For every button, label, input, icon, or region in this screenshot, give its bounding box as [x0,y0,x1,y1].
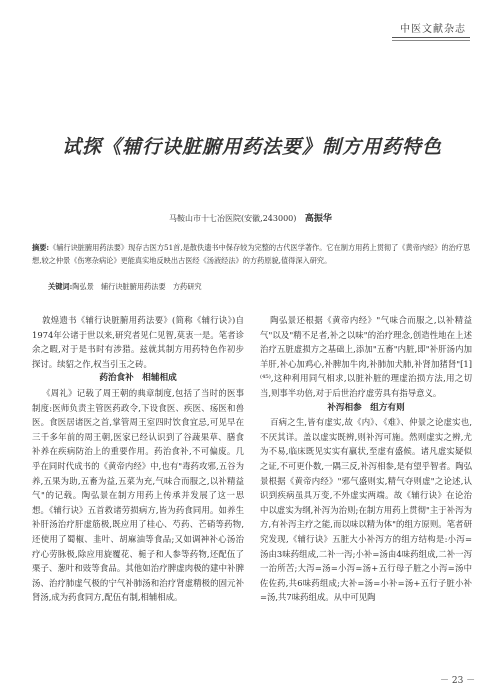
abstract-text: 《辅行诀脏腑用药法要》现存古医方51首,是散佚遗书中保存较为完整的古代医学著作。它在制方用药上贯彻了《黄帝内经》的治疗思想,较之仲景《伤寒杂病论》更能真实地反映出古医经《汤液经法》的方药原貌,值得深入研究。 [32,243,471,265]
header-rule-thin [392,40,470,41]
abstract-label: 摘要: [32,243,50,252]
keywords-label: 关键词: [48,282,73,291]
body-paragraph: 陶弘景还根据《黄帝内经》"气味合而服之,以补精益气"以及"精不足者,补之以味"的治疗理念,创造性地在上述治疗五脏虚损方之基础上,添加"五畜"内脏,即"补肝汤内加羊肝,补心加鸡心,补脾加牛肉,补肺加犬肺,补肾加猪肾"[1]⁽⁴⁵⁾,这种利用同气相求,以脏补脏的理虚治损方法,用之切当,则事半功倍,对于后世治疗虚劳具有指导意义。 [260,315,472,398]
keywords-text: 陶弘景 辅行诀脏腑用药法要 方药研究 [72,282,202,291]
author-name: 高振华 [304,214,332,224]
journal-name: 中医文献杂志 [400,24,466,35]
header-rule [392,37,470,38]
left-column [32,313,244,605]
article-title: 试探《辅行诀脏腑用药法要》制方用药特色 [62,136,443,158]
body-paragraph: 《周礼》记载了周王朝的典章制度,包括了当时的医事制度:医师负责主管医药政令,下设食医、疾医、疡医和兽医。食医居诸医之首,掌管周王室四时饮食宜忌,可见早在三千多年前的周王朝,医家已经认识到了谷蔬果草、膳食补养在疾病防治上的重要作用。药治食补,不可偏废。几乎在同时代成书的《黄帝内经》中,也有"毒药攻邪,五谷为养,五果为助,五畜为益,五菜为充,气味合而服之,以补精益气"的记载。陶弘景在制方用药上传承并发展了这一思想。《辅行诀》五首救诸劳损病方,皆为药食同用。如养生补肝汤治疗肝虚筋极,既应用了桂心、芍药、芒硝等药物,还使用了蜀椒、韭叶、胡麻油等食品;又如调神补心汤治疗心劳脉极,除应用旋覆花、栀子和人参等药物,还配伍了栗子、葱叶和豉等食品。其他如治疗脾虚肉极的建中补脾汤、治疗肺虚气极的宁气补肺汤和治疗肾虚精极的固元补肾汤,成为药食同方,配伍有制,相辅相成。 [32,387,244,603]
section-heading: 药治食补 相辅相成 [99,373,177,384]
author-line [0,211,501,224]
section-heading: 补泻相参 组方有则 [327,402,405,413]
abstract [32,241,474,267]
right-column [260,313,472,605]
author-affiliation: 马鞍山市十七冶医院(安徽,243000) [169,214,297,223]
keywords [48,282,468,292]
body-paragraph: 百病之生,皆有虚实,故《内》、《难》、仲景之论虚实也,不厌其详。盖以虚实既辨,则补泻可施。然则虚实之辨,尤为不易,临床既见实实有羸状,至虚有盛候。诸凡虚实疑似之证,不可更仆数,一隅三反,补泻相参,是有望乎智者。陶弘景根据《黄帝内经》"邪气盛则实,精气夺则虚"之论述,认识到疾病虽具万变,不外虚实两端。故《辅行诀》在论治中以虚实为纲,补泻为治则;在制方用药上贯彻"主于补泻为方,有补泻主疗之能,而以味以精为体"的组方原则。笔者研究发现,《辅行诀》五脏大小补泻方的组方结构是:小泻=汤由3味药组成,二补一泻;小补=汤由4味药组成,二补一泻一治所苦;大泻=汤=小泻=汤+五行母子脏之小泻=汤中佐佐药,共6味药组成;大补=汤=小补=汤+五行子脏小补=汤,共7味药组成。从中可见陶 [260,417,472,603]
intro-paragraph: 敦煌遗书《辅行诀脏腑用药法要》(简称《辅行诀》)自1974年公诸于世以来,研究者见仁见智,莫衷一是。笔者诊余之暇,对于是书时有涉猎。兹就其制方用药特色作初步探讨。续貂之作,权当引玉之砖。 [32,315,244,369]
page-number: － 23 － [440,676,476,686]
